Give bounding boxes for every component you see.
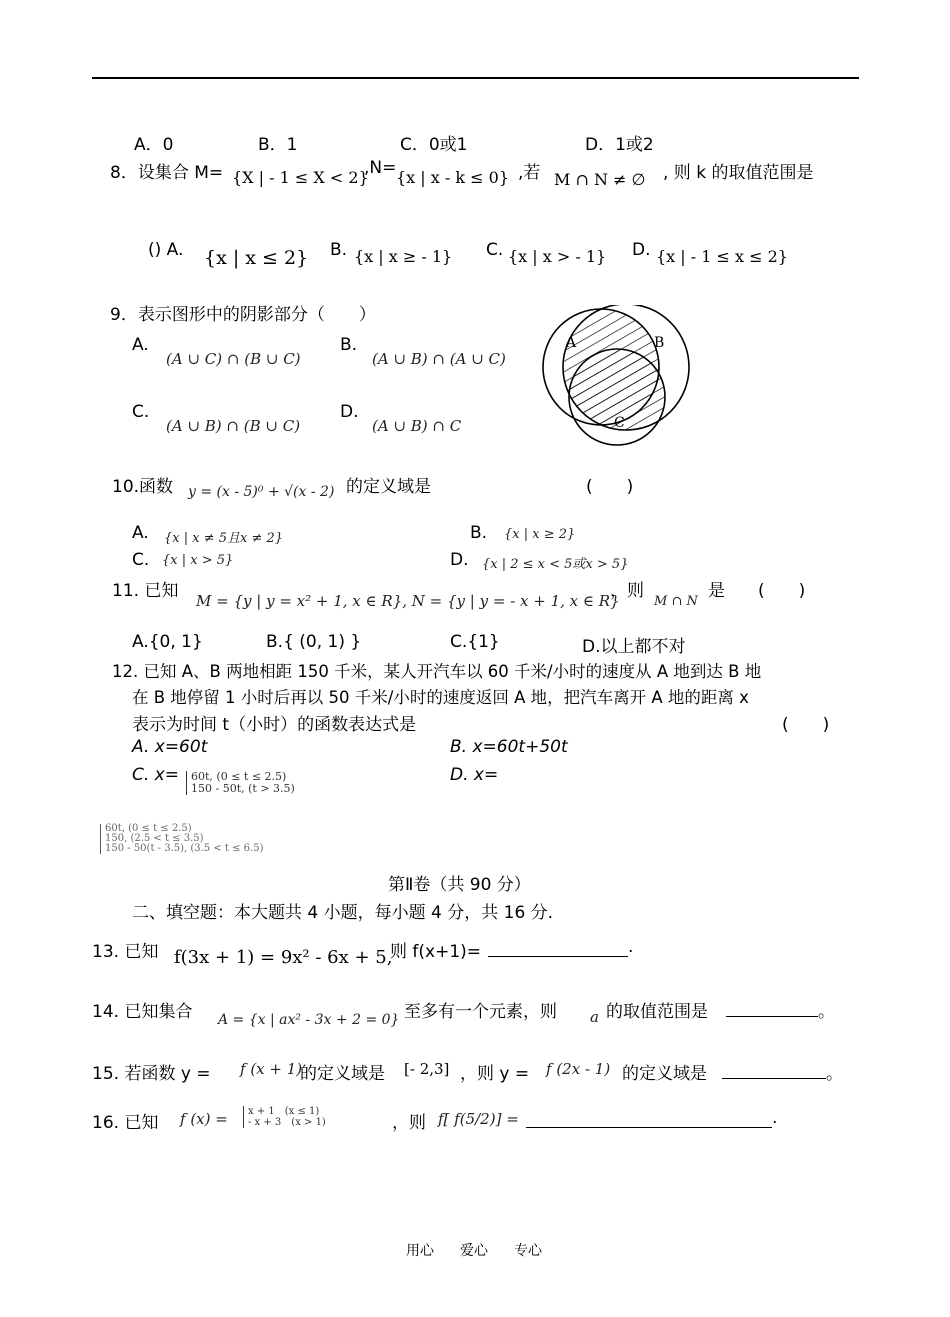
q10-option-d: {x | 2 ≤ x < 5或x > 5} [482, 557, 629, 572]
q12-line2: 在 B 地停留 1 小时后再以 50 千米/小时的速度返回 A 地，把汽车离开 A 地的距离 x [132, 688, 749, 707]
q12-option-d-piecewise [100, 824, 263, 854]
q8-tail: , 则 k 的取值范围是 [663, 163, 814, 183]
q16-piecewise [243, 1106, 326, 1128]
q10-lead: 10.函数 [112, 477, 174, 497]
q8-option-d: {x | - 1 ≤ x ≤ 2} [656, 247, 788, 266]
q12-d-piece2: 150, (2.5 < t ≤ 3.5) [105, 833, 204, 844]
q16-answer-blank[interactable] [526, 1111, 772, 1128]
venn-label-a: A [566, 335, 577, 351]
q10-option-a: {x | x ≠ 5且x ≠ 2} [164, 531, 284, 546]
q10-formula: y = (x - 5)⁰ + √(x - 2) [188, 484, 335, 500]
q11-tail: 是 [708, 581, 725, 601]
q11-mn: M ∩ N [654, 594, 698, 609]
q7-option-d: D．1或2 [585, 135, 654, 155]
q11-mid: ，则 [610, 581, 644, 601]
q12-c-piece1: 60t, (0 ≤ t ≤ 2.5) [191, 770, 287, 783]
q8-option-a: {x | x ≤ 2} [204, 247, 309, 269]
venn-diagram [535, 305, 700, 455]
q14-end: 。 [818, 1002, 835, 1022]
q9-stem: 9．表示图形中的阴影部分（ ） [110, 305, 376, 325]
q13-formula: f(3x + 1) = 9x² - 6x + 5, [174, 947, 393, 968]
q10-paren: ( ) [586, 477, 634, 497]
q9-option-c: (A ∪ B) ∩ (B ∪ C) [166, 417, 301, 435]
q12-option-c-piecewise [186, 771, 295, 795]
part2-title: 第Ⅱ卷（共 90 分） [388, 875, 531, 895]
q13-end: . [628, 937, 634, 957]
q12-d-piece3: 150 - 50(t - 3.5), (3.5 < t ≤ 6.5) [105, 843, 264, 854]
q9-option-a-label: A. [132, 335, 149, 355]
q16-ff: f[ f(5/2)] = [438, 1110, 519, 1128]
q15-answer-blank[interactable] [722, 1062, 826, 1079]
q10-option-c-label: C. [132, 550, 150, 570]
footer-text-1: 用心 [406, 1243, 434, 1259]
q12-option-c-label: C. x= [132, 765, 179, 785]
venn-shaded-region [563, 305, 689, 445]
q11-lead: 11. 已知 [112, 581, 179, 601]
q7-option-a: A．0 [134, 135, 174, 155]
venn-label-b: B [654, 335, 665, 351]
q15-f2: f (2x - 1) [546, 1060, 611, 1078]
footer-text-3: 专心 [514, 1243, 542, 1259]
q8-mid1: ,N= [364, 158, 397, 178]
q15-domain: [- 2,3] [404, 1060, 450, 1078]
q12-paren: ( ) [782, 715, 830, 735]
part2-section-heading: 二、填空题：本大题共 4 小题，每小题 4 分，共 16 分. [132, 903, 554, 923]
q8-set-m: {X | - 1 ≤ X < 2} [232, 168, 369, 187]
q12-option-d-label: D. x= [450, 765, 499, 785]
q14-var: a [590, 1008, 599, 1026]
q11-option-c: C.{1} [450, 632, 500, 652]
q13-lead: 13. 已知 [92, 942, 159, 962]
q12-d-piece1: 60t, (0 ≤ t ≤ 2.5) [105, 823, 192, 834]
q16-fx: f (x) = [180, 1110, 228, 1128]
q9-option-b: (A ∪ B) ∩ (A ∪ C) [372, 350, 506, 368]
q8-set-n: {x | x - k ≤ 0} [396, 168, 509, 187]
q8-option-c-label: C. [486, 240, 504, 260]
q12-option-a: A. x=60t [132, 737, 208, 757]
q16-end: . [772, 1108, 778, 1128]
q7-option-b: B．1 [258, 135, 298, 155]
q8-option-a-label: () A. [148, 240, 184, 260]
q12-c-piece2: 150 - 50t, (t > 3.5) [191, 782, 295, 795]
q10-option-a-label: A. [132, 523, 149, 543]
q11-option-b: B.{ (0, 1) } [266, 632, 362, 652]
q8-option-d-label: D. [632, 240, 651, 260]
q8-lead: 8．设集合 M= [110, 163, 224, 183]
q13-tail: 则 f(x+1)= [390, 942, 482, 962]
q16-piece2: - x + 3 (x > 1) [248, 1117, 326, 1128]
q11-option-d: D.以上都不对 [582, 637, 686, 657]
q14-tail: 的取值范围是 [606, 1002, 708, 1022]
q14-formula: A = {x | ax² - 3x + 2 = 0} [218, 1012, 400, 1028]
q10-option-b: {x | x ≥ 2} [504, 527, 576, 542]
q15-mid2: ，则 y = [460, 1064, 530, 1084]
q16-mid: ，则 [392, 1113, 426, 1133]
q8-mid2: ,若 [518, 163, 541, 183]
q12-option-b: B. x=60t+50t [450, 737, 568, 757]
q8-option-b-label: B. [330, 240, 348, 260]
q11-option-a: A.{0, 1} [132, 632, 203, 652]
q10-option-c: {x | x > 5} [162, 553, 234, 568]
q15-lead: 15. 若函数 y = [92, 1064, 211, 1084]
q9-option-d: (A ∪ B) ∩ C [372, 417, 462, 435]
q9-option-a: (A ∪ C) ∩ (B ∪ C) [166, 350, 301, 368]
q11-formula: M = {y | y = x² + 1, x ∈ R}, N = {y | y = - x + 1, x ∈ R} [196, 592, 620, 610]
q11-paren: ( ) [758, 581, 806, 601]
q14-mid: 至多有一个元素，则 [404, 1002, 557, 1022]
q7-option-c: C．0或1 [400, 135, 468, 155]
q15-mid: 的定义域是 [300, 1064, 385, 1084]
venn-label-c: C [614, 415, 625, 431]
q12-line3: 表示为时间 t（小时）的函数表达式是 [132, 715, 417, 735]
header-rule [92, 77, 859, 79]
q9-option-b-label: B. [340, 335, 358, 355]
q15-end: 。 [826, 1064, 843, 1084]
q16-piece1: x + 1 (x ≤ 1) [248, 1106, 320, 1117]
q15-tail: 的定义域是 [622, 1064, 707, 1084]
q8-option-b: {x | x ≥ - 1} [354, 247, 453, 266]
q10-option-b-label: B. [470, 523, 488, 543]
q8-option-c: {x | x > - 1} [508, 247, 607, 266]
q9-option-c-label: C. [132, 402, 150, 422]
q10-tail: 的定义域是 [346, 477, 431, 497]
q10-option-d-label: D. [450, 550, 469, 570]
q13-answer-blank[interactable] [488, 940, 628, 957]
q14-answer-blank[interactable] [726, 1000, 818, 1017]
footer-text-2: 爱心 [460, 1243, 488, 1259]
q15-f1: f (x + 1) [240, 1060, 303, 1078]
q12-line1: 12. 已知 A、B 两地相距 150 千米，某人开汽车以 60 千米/小时的速度从 A 地到达 B 地 [112, 662, 762, 681]
q14-lead: 14. 已知集合 [92, 1002, 193, 1022]
q9-option-d-label: D. [340, 402, 359, 422]
q8-condition: M ∩ N ≠ ∅ [554, 170, 646, 189]
q16-lead: 16. 已知 [92, 1113, 159, 1133]
